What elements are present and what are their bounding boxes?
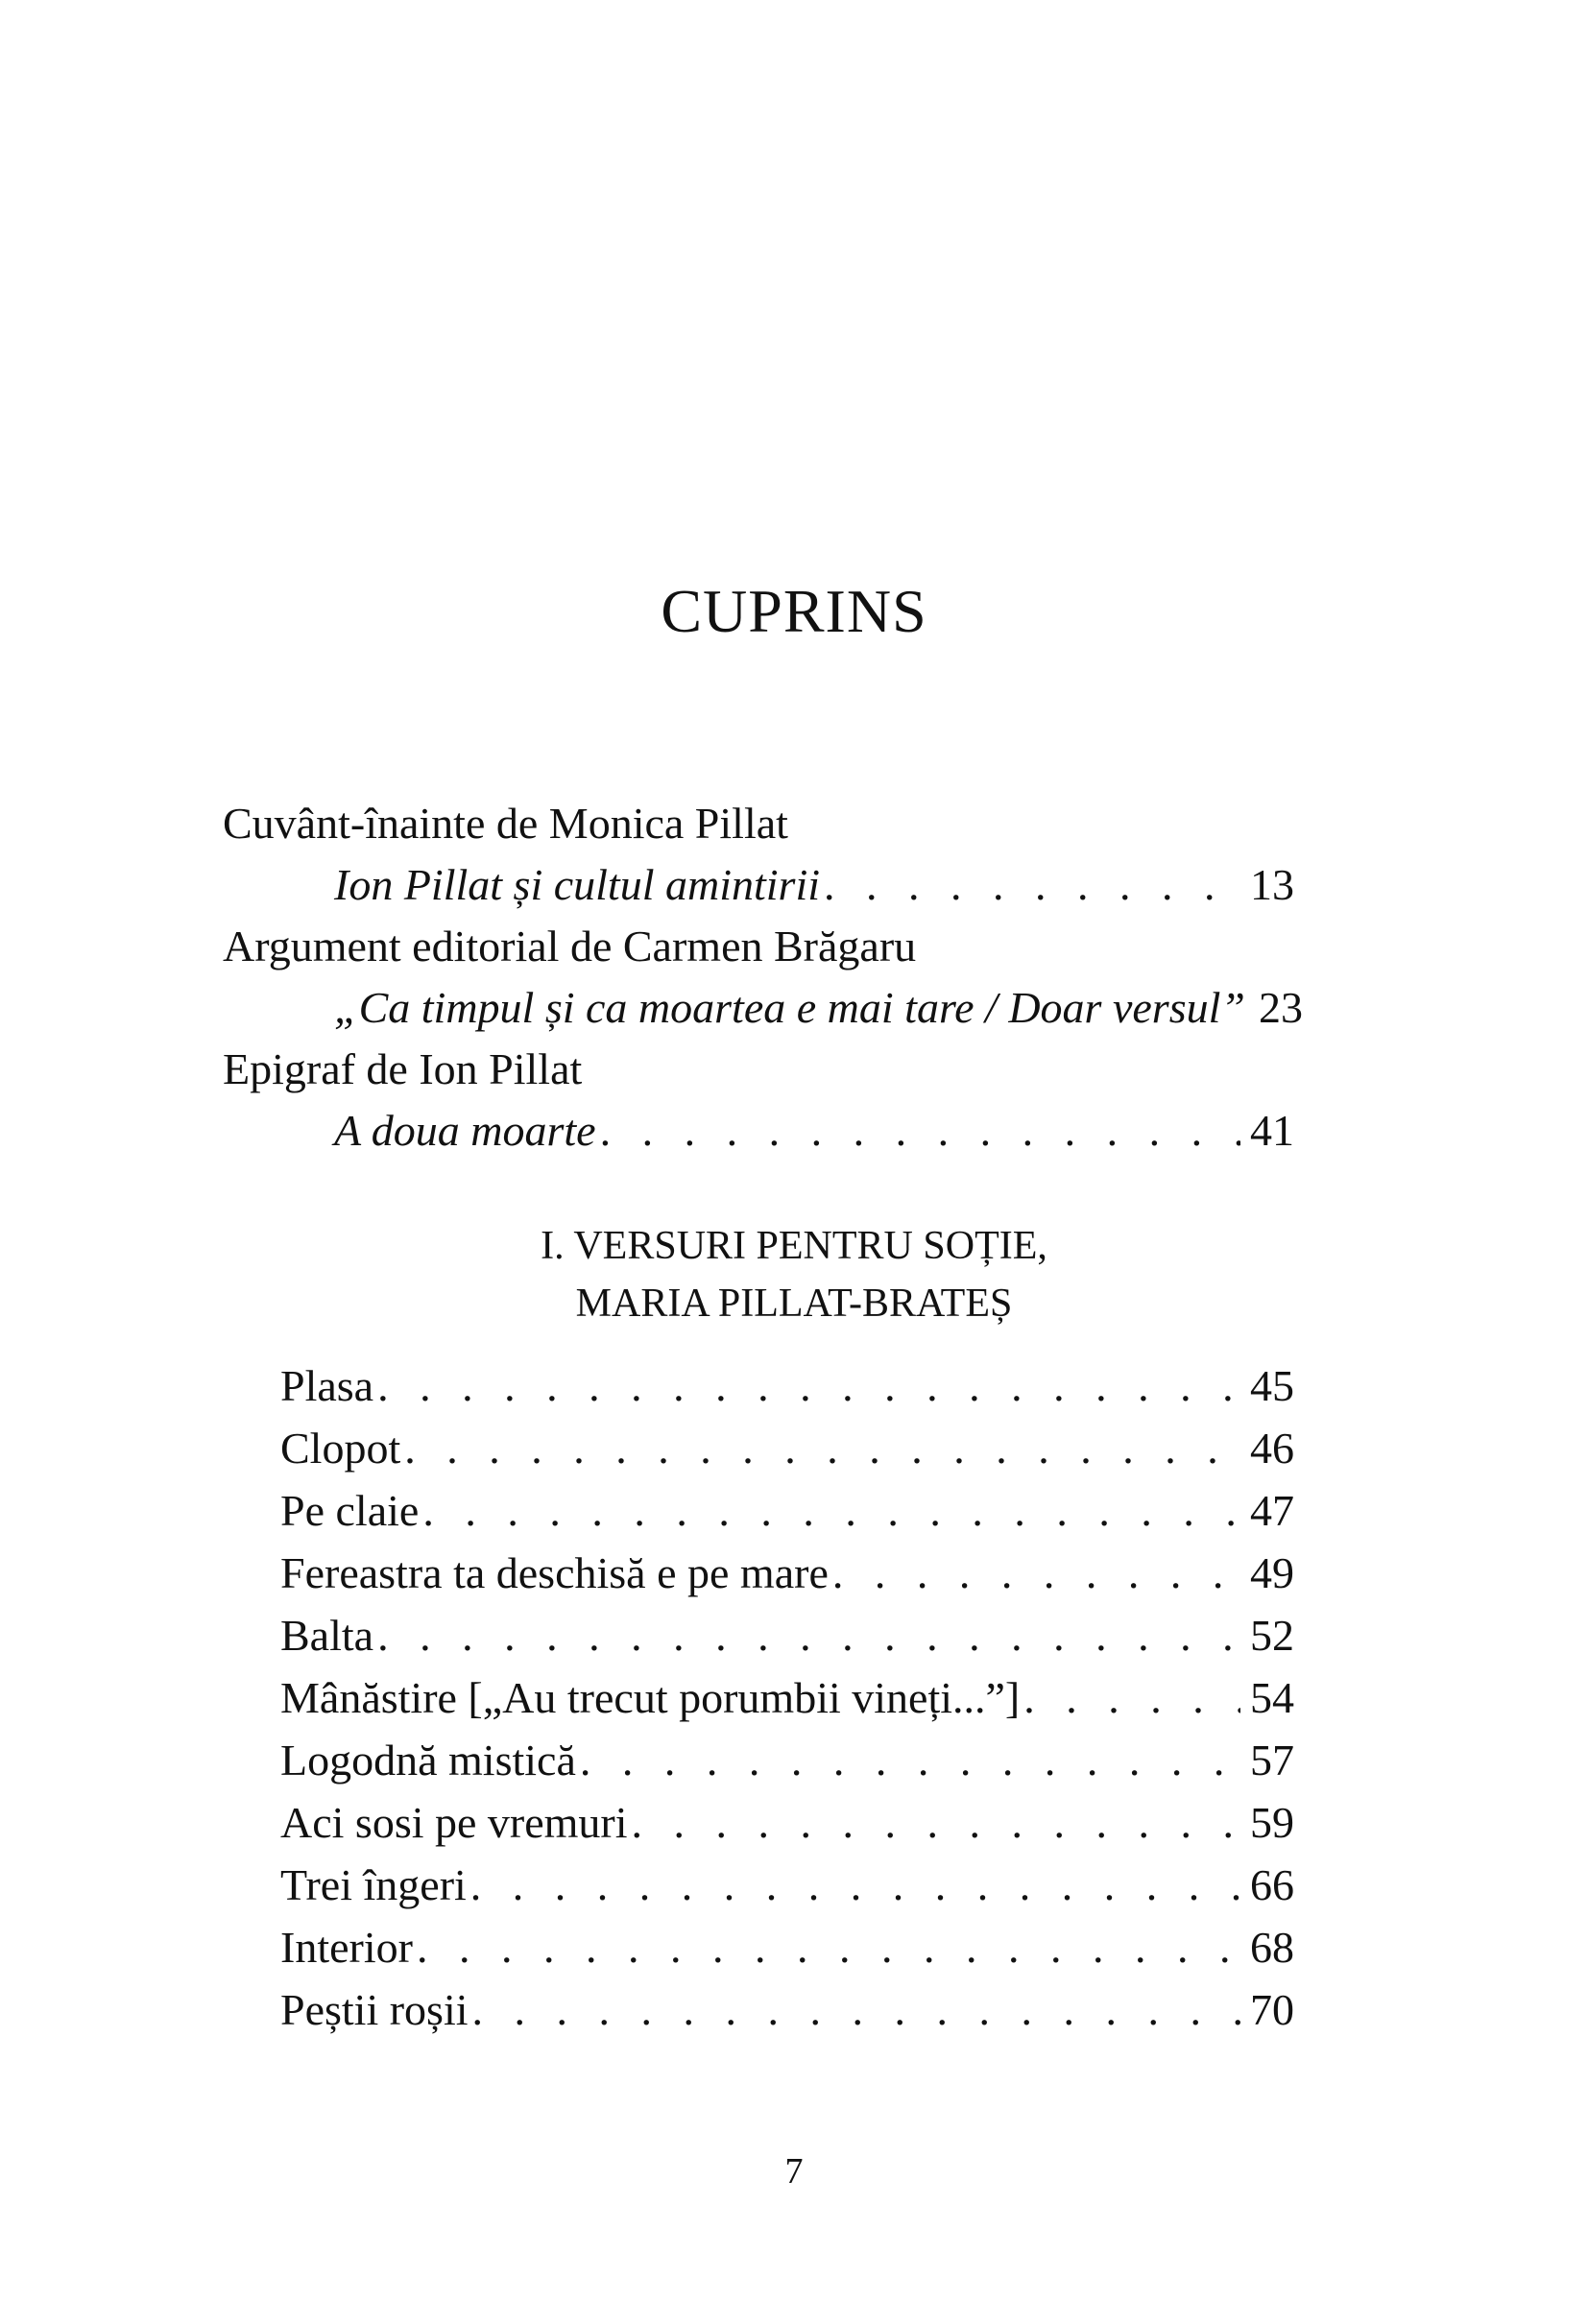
toc-entry-label: Trei îngeri — [280, 1860, 467, 1909]
toc-leader-dots — [373, 1357, 1240, 1415]
toc-entry-label: „Ca timpul și ca moartea e mai tare / Doar versul” — [334, 983, 1245, 1032]
toc-heading-epigraph: Epigraf de Ion Pillat — [223, 1044, 583, 1093]
toc-entry-label: Fereastra ta deschisă e pe mare — [280, 1548, 829, 1597]
toc-page-number: 70 — [1250, 1985, 1294, 2034]
toc-entry-epigraph — [334, 1102, 1294, 1160]
toc-leader-dots — [419, 1482, 1240, 1540]
page-title: CUPRINS — [661, 577, 927, 645]
toc-entry-label: Aci sosi pe vremuri — [280, 1798, 628, 1847]
toc-entry — [280, 1981, 1294, 2039]
toc-leader-dots — [829, 1545, 1240, 1602]
toc-entry-label: Clopot — [280, 1424, 401, 1473]
toc-entry — [280, 1919, 1294, 1977]
toc-page-number: 68 — [1250, 1923, 1294, 1972]
toc-page-number: 59 — [1250, 1798, 1294, 1847]
section-heading-line-2: MARIA PILLAT-BRATEȘ — [575, 1282, 1013, 1326]
toc-entry-label: Balta — [280, 1611, 374, 1660]
toc-leader-dots — [596, 1102, 1240, 1160]
toc-page-number: 47 — [1250, 1486, 1294, 1535]
toc-leader-dots — [413, 1919, 1240, 1977]
toc-entry-label: Logodnă mistică — [280, 1736, 576, 1785]
toc-entry-label: Mânăstire [„Au trecut porumbii vineți...”] — [280, 1673, 1021, 1722]
toc-page-number: 41 — [1250, 1106, 1294, 1155]
toc-heading-editorial: Argument editorial de Carmen Brăgaru — [223, 922, 917, 970]
toc-entry — [280, 1420, 1294, 1477]
toc-leader-dots — [820, 856, 1240, 914]
toc-heading-foreword: Cuvânt-înainte de Monica Pillat — [223, 799, 788, 848]
toc-page-number: 57 — [1250, 1736, 1294, 1785]
toc-page-number: 52 — [1250, 1611, 1294, 1660]
section-heading-line-1: I. VERSURI PENTRU SOȚIE, — [541, 1224, 1047, 1268]
toc-entry-label: Pe claie — [280, 1486, 420, 1535]
toc-entry — [280, 1607, 1294, 1665]
toc-leader-dots — [628, 1794, 1240, 1852]
toc-page-number: 49 — [1250, 1548, 1294, 1597]
toc-page-number: 13 — [1250, 860, 1294, 909]
toc-page-number: 45 — [1250, 1361, 1294, 1410]
toc-page-number: 54 — [1250, 1673, 1294, 1722]
toc-page-number: 46 — [1250, 1424, 1294, 1473]
toc-entry-label: Peștii roșii — [280, 1985, 469, 2034]
toc-entry — [280, 1669, 1294, 1727]
page-number-footer: 7 — [784, 2151, 804, 2192]
toc-entry — [280, 1857, 1294, 1914]
toc-page-number: 23 — [1258, 983, 1303, 1032]
toc-entry — [280, 1732, 1294, 1789]
toc-entry-label: Ion Pillat și cultul amintirii — [334, 860, 820, 909]
toc-page-number: 66 — [1250, 1860, 1294, 1909]
toc-leader-dots — [467, 1857, 1240, 1914]
toc-leader-dots — [400, 1420, 1240, 1477]
toc-entry-label: Plasa — [280, 1361, 374, 1410]
toc-leader-dots — [1020, 1669, 1240, 1727]
toc-entry-editorial — [334, 979, 1303, 1037]
toc-entry — [280, 1794, 1294, 1852]
toc-leader-dots — [373, 1607, 1240, 1665]
toc-entry — [280, 1545, 1294, 1602]
toc-entry — [280, 1357, 1294, 1415]
toc-entry — [280, 1482, 1294, 1540]
toc-leader-dots — [576, 1732, 1240, 1789]
toc-entry-label: Interior — [280, 1923, 413, 1972]
toc-leader-dots — [469, 1981, 1240, 2039]
toc-entry-label: A doua moarte — [334, 1106, 596, 1155]
toc-entry-foreword — [334, 856, 1294, 914]
